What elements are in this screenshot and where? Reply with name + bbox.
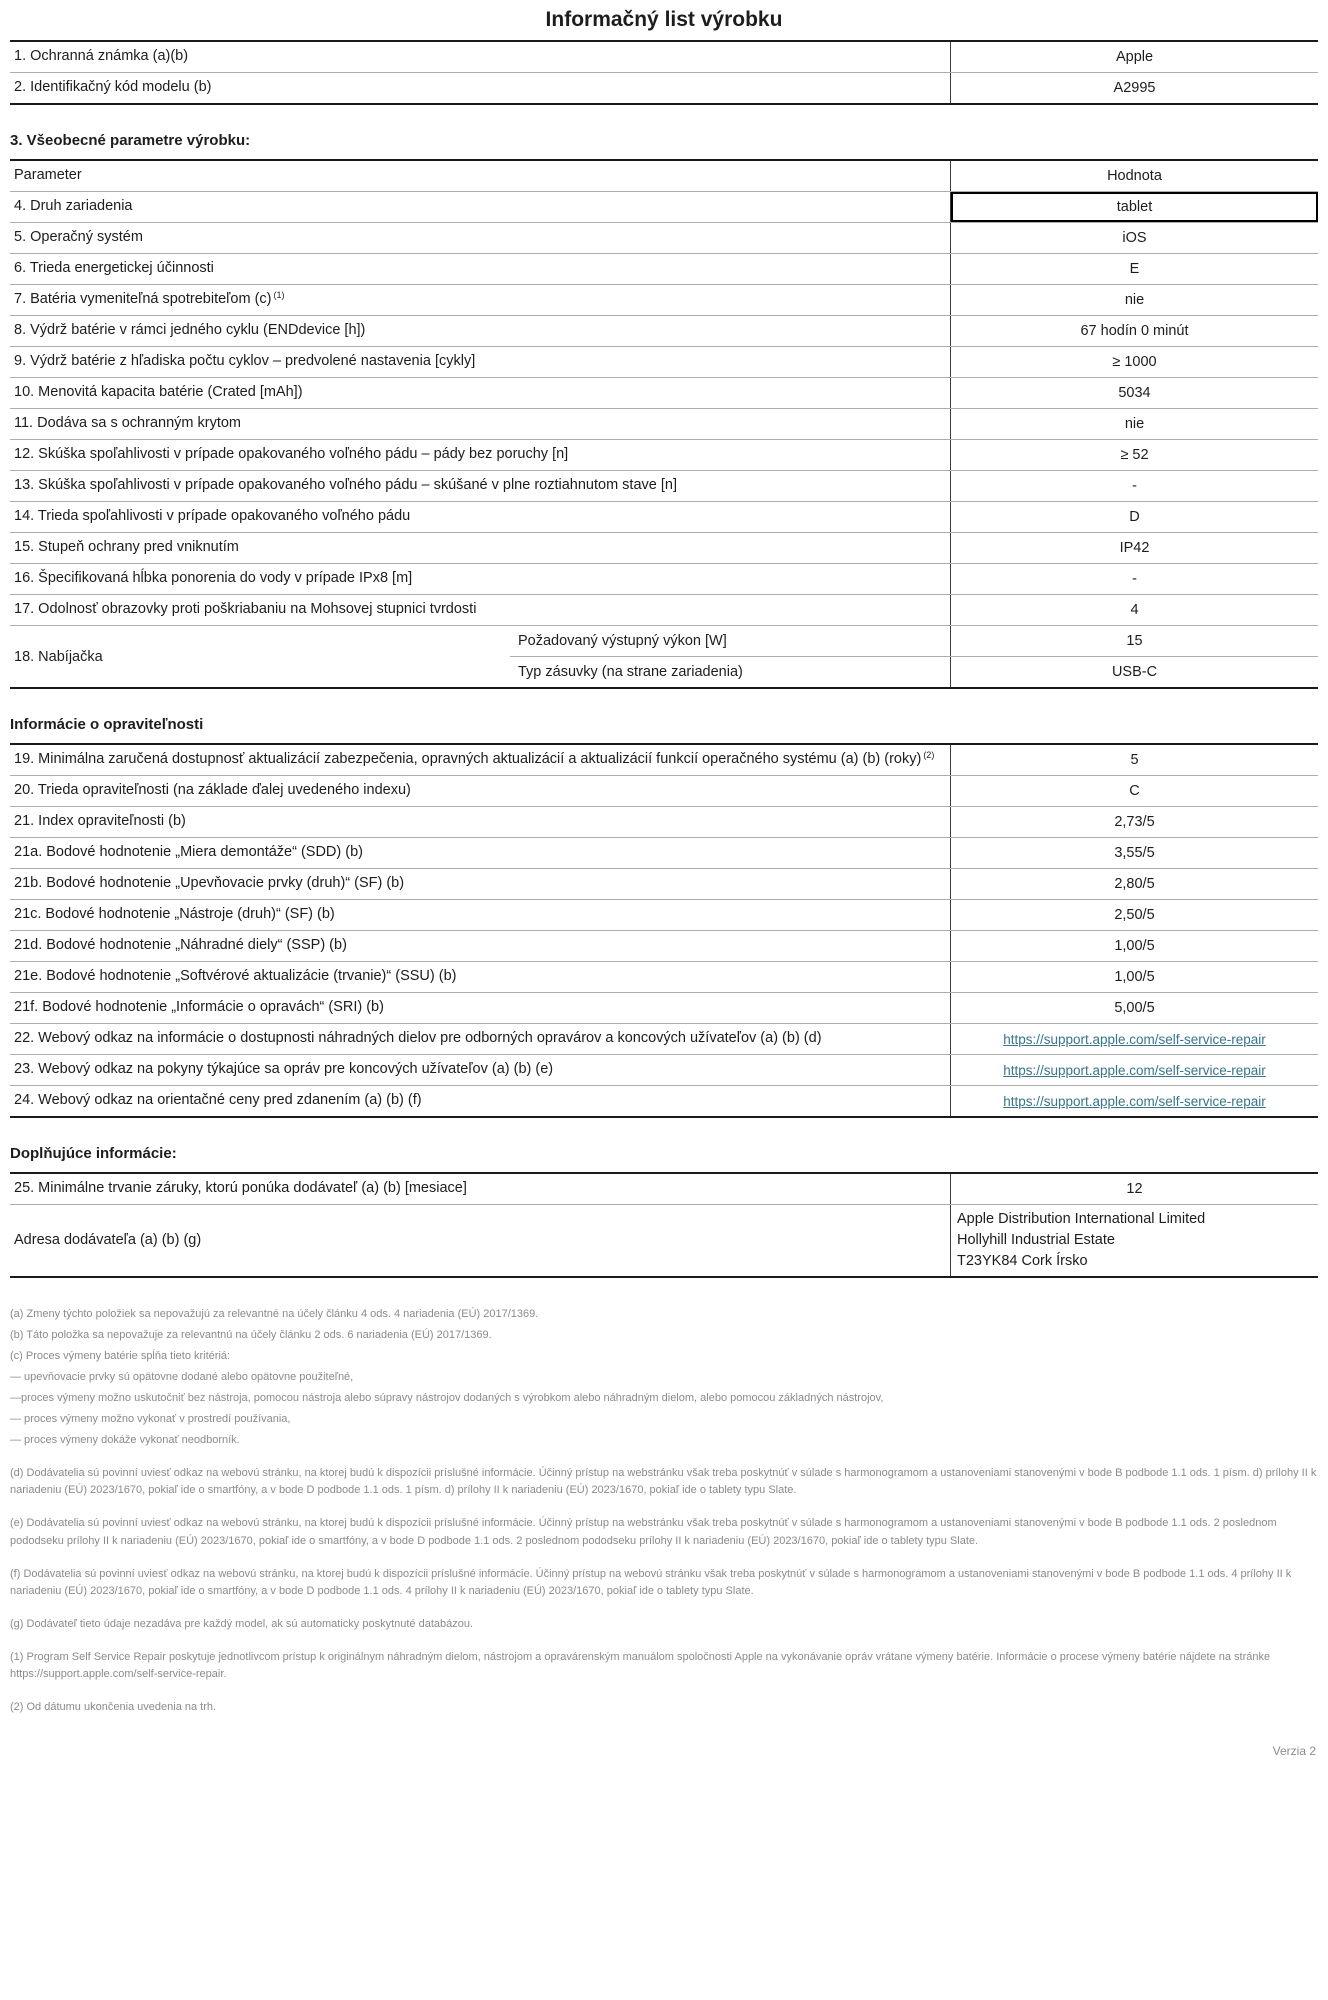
row-label-text: 23. Webový odkaz na pokyny týkajúce sa opráv pre koncových užívateľov (a) (b) (e) — [14, 1061, 554, 1078]
table-row — [10, 992, 1318, 1023]
row-label-text: 5. Operačný systém — [14, 229, 143, 246]
row-label — [10, 1086, 950, 1116]
row-label — [10, 838, 950, 868]
section-heading-general: 3. Všeobecné parametre výrobku: — [10, 132, 251, 149]
row-label-text: 7. Batéria vymeniteľná spotrebiteľom (c) $^{(1)}$ — [14, 289, 285, 308]
row-value — [950, 347, 1318, 377]
row-value — [950, 223, 1318, 253]
footnote: — proces výmeny možno vykonať v prostredí používania, — [10, 1413, 291, 1426]
table-row — [10, 899, 1318, 930]
footnotes — [10, 1306, 1318, 1716]
row-value — [950, 745, 1318, 775]
row-label-text: 21. Index opraviteľnosti (b) — [14, 813, 186, 830]
row-value-text: IP42 — [1119, 540, 1150, 556]
row-label — [10, 1055, 950, 1085]
row-label — [10, 1174, 950, 1204]
row-value — [950, 409, 1318, 439]
table-row — [10, 222, 1318, 253]
row-value-text: 5 — [1130, 752, 1139, 768]
row-value-text: 3,55/5 — [1114, 845, 1155, 861]
row-label — [10, 42, 950, 72]
row-label-text: 21e. Bodové hodnotenie „Softvérové aktualizácie (trvanie)“ (SSU) (b) — [14, 968, 457, 985]
row-label-text: Parameter — [14, 167, 82, 184]
table-row — [10, 1174, 1318, 1204]
row-value — [950, 502, 1318, 532]
row-label-text: 4. Druh zariadenia — [14, 198, 133, 215]
row-value — [950, 838, 1318, 868]
row-label — [10, 440, 950, 470]
row-value — [950, 471, 1318, 501]
row-label — [10, 285, 950, 315]
footnote: (1) Program Self Service Repair poskytuje jednotlivcom prístup k originálnym náhradným dielom, nástrojom a opravárenským manuálom spoločnosti Apple na vykonávanie opráv vrátane výmeny batérie. Informácie o procese výmeny batérie nájdete na stránke https://support.apple.com/self-service-repair. — [10, 1650, 1271, 1680]
footnote: (e) Dodávatelia sú povinní uviesť odkaz na webovú stránku, na ktorej budú k dispozícii príslušné informácie. Účinný prístup na webstránku však treba poskytnúť v súlade s harmonogramom a ustanoveniami stanovenými v bode B podbode 1.1 ods. 2 poslednom pododseku prílohy II k nariadeniu (EÚ) 2023/1670, pokiaľ ide o smartfóny, a v bode D podbode 1.1 ods. 2 poslednom pododseku prílohy II k nariadeniu (EÚ) 2023/1670, pokiaľ ide o tablety typu Slate. — [10, 1517, 1277, 1547]
row-label — [10, 254, 950, 284]
repairability-table — [10, 743, 1318, 1118]
table-row — [10, 1085, 1318, 1116]
row-value-text: Hodnota — [1107, 168, 1162, 184]
row-label-text: 12. Skúška spoľahlivosti v prípade opakovaného voľného pádu – pády bez poruchy [n] — [14, 446, 569, 463]
supplier-address-row — [10, 1204, 1318, 1276]
row-value — [950, 378, 1318, 408]
table-row — [10, 1023, 1318, 1054]
row-value — [950, 595, 1318, 625]
value-link[interactable]: https://support.apple.com/self-service-repair — [1003, 1093, 1266, 1109]
row-label — [10, 776, 950, 806]
table-row — [10, 377, 1318, 408]
row-label — [10, 223, 950, 253]
row-label — [10, 595, 950, 625]
footnote: (2) Od dátumu ukončenia uvedenia na trh. — [10, 1700, 217, 1713]
table-row — [10, 346, 1318, 377]
table-row — [10, 161, 1318, 191]
value-link[interactable]: https://support.apple.com/self-service-repair — [1003, 1031, 1266, 1047]
row-label — [10, 993, 950, 1023]
table-row — [10, 868, 1318, 899]
row-value — [950, 42, 1318, 72]
row-value-text: ≥ 1000 — [1112, 354, 1157, 370]
supplier-address-value — [950, 1205, 1318, 1276]
charger-subrows — [510, 626, 1318, 687]
table-row — [10, 72, 1318, 103]
row-value-text: 4 — [1130, 602, 1139, 618]
table-row — [10, 563, 1318, 594]
footnote: — proces výmeny dokáže vykonať neodborník. — [10, 1434, 240, 1447]
table-row — [10, 806, 1318, 837]
footnote-reference: (1) — [273, 289, 285, 300]
row-label-text: 21a. Bodové hodnotenie „Miera demontáže“ (SDD) (b) — [14, 844, 363, 861]
row-value-text: iOS — [1122, 230, 1147, 246]
row-label-text: 22. Webový odkaz na informácie o dostupnosti náhradných dielov pre odborných opravárov a koncových užívateľov (a) (b) (d) — [14, 1030, 822, 1047]
row-value-text: 2,73/5 — [1114, 814, 1155, 830]
row-value-text: 5034 — [1118, 385, 1151, 401]
row-value-text: 1,00/5 — [1114, 969, 1155, 985]
row-value — [950, 657, 1318, 687]
row-label — [10, 931, 950, 961]
row-value-text: USB-C — [1111, 664, 1158, 680]
row-label — [10, 378, 950, 408]
section-heading-additional: Doplňujúce informácie: — [10, 1145, 177, 1162]
row-label-text: 2. Identifikačný kód modelu (b) — [14, 79, 212, 96]
row-value-text: Apple — [1115, 49, 1154, 65]
row-label — [10, 533, 950, 563]
supplier-address-line: T23YK84 Cork Írsko — [957, 1253, 1088, 1270]
row-label-text: 15. Stupeň ochrany pred vniknutím — [14, 539, 239, 556]
table-row — [10, 1054, 1318, 1085]
row-value-text: 5,00/5 — [1114, 1000, 1155, 1016]
row-value — [950, 1174, 1318, 1204]
row-label-text: 1. Ochranná známka (a)(b) — [14, 48, 189, 65]
charger-subrow — [510, 656, 1318, 687]
charger-subrow-label: Typ zásuvky (na strane zariadenia) — [518, 664, 743, 680]
table-row — [10, 745, 1318, 775]
row-value — [950, 993, 1318, 1023]
footnote: (a) Zmeny týchto položiek sa nepovažujú za relevantné na účely článku 4 ods. 4 nariadenia (EÚ) 2017/1369. — [10, 1308, 539, 1321]
charger-subrow-label: Požadovaný výstupný výkon [W] — [518, 633, 727, 649]
row-label-text: 14. Trieda spoľahlivosti v prípade opakovaného voľného pádu — [14, 508, 411, 525]
footnote: —proces výmeny možno uskutočniť bez nástroja, pomocou nástroja alebo súpravy nástrojov dodaných s výrobkom alebo náhradným dielom, alebo pomocou základných nástrojov, — [10, 1392, 884, 1405]
row-value — [950, 192, 1318, 222]
footnote: (d) Dodávatelia sú povinní uviesť odkaz na webovú stránku, na ktorej budú k dispozícii príslušné informácie. Účinný prístup na webstránku však treba poskytnúť v súlade s harmonogramom a ustanoveniami stanovenými v bode B podbode 1.1 ods. 1 písm. d) prílohy II k nariadeniu (EÚ) 2023/1670, pokiaľ ide o smartfóny, a v bode D podbode 1.1 ods. 1 písm. d) prílohy II k nariadeniu (EÚ) 2023/1670, pokiaľ ide o tablety typu Slate. — [10, 1467, 1317, 1497]
row-label-text: 20. Trieda opraviteľnosti (na základe ďalej uvedeného indexu) — [14, 782, 411, 799]
value-link[interactable]: https://support.apple.com/self-service-repair — [1003, 1062, 1266, 1078]
row-value — [950, 1086, 1318, 1116]
charger-subrow — [510, 626, 1318, 656]
table-row — [10, 42, 1318, 72]
footnote-reference: (2) — [923, 749, 935, 760]
supplier-address-line: Hollyhill Industrial Estate — [957, 1232, 1115, 1249]
table-row — [10, 470, 1318, 501]
row-value — [950, 931, 1318, 961]
row-value — [950, 1024, 1318, 1054]
table-row — [10, 961, 1318, 992]
row-label-text: 8. Výdrž batérie v rámci jedného cyklu (ENDdevice [h]) — [14, 322, 366, 339]
row-value — [950, 440, 1318, 470]
section-heading-repairability: Informácie o opraviteľnosti — [10, 716, 204, 733]
row-label — [10, 962, 950, 992]
row-label-text: 21d. Bodové hodnotenie „Náhradné diely“ (SSP) (b) — [14, 937, 347, 954]
footnote: — upevňovacie prvky sú opätovne dodané alebo opätovne použiteľné, — [10, 1371, 354, 1384]
table-row — [10, 775, 1318, 806]
row-value — [950, 776, 1318, 806]
table-row — [10, 191, 1318, 222]
row-value-text: A2995 — [1113, 80, 1156, 96]
row-label-text: 16. Špecifikovaná hĺbka ponorenia do vody v prípade IPx8 [m] — [14, 570, 413, 587]
row-value — [950, 962, 1318, 992]
row-label-text: 13. Skúška spoľahlivosti v prípade opakovaného voľného pádu – skúšané v plne roztiahnutom stave [n] — [14, 477, 677, 494]
row-value-text: tablet — [1116, 199, 1153, 215]
row-label — [10, 1024, 950, 1054]
charger-row-label: 18. Nabíjačka — [14, 648, 103, 665]
row-label — [10, 409, 950, 439]
row-label-text: 19. Minimálna zaručená dostupnosť aktualizácií zabezpečenia, opravných aktualizácií a aktualizácií funkcií operačného systému (a) (b) (roky) $^{(2)}$ — [14, 749, 935, 768]
row-label-text: 21b. Bodové hodnotenie „Upevňovacie prvky (druh)“ (SF) (b) — [14, 875, 405, 892]
row-label — [10, 745, 950, 775]
row-value-text: ≥ 52 — [1120, 447, 1149, 463]
row-label-text: 21c. Bodové hodnotenie „Nástroje (druh)“ (SF) (b) — [14, 906, 335, 923]
row-value-text: nie — [1124, 416, 1145, 432]
additional-info-table — [10, 1172, 1318, 1278]
row-value — [950, 533, 1318, 563]
charger-row — [10, 625, 1318, 687]
table-row — [10, 501, 1318, 532]
row-label — [10, 502, 950, 532]
table-row — [10, 439, 1318, 470]
row-label — [10, 869, 950, 899]
footnote: (g) Dodávateľ tieto údaje nezadáva pre každý model, ak sú automaticky poskytnuté databázou. — [10, 1617, 474, 1630]
row-label — [10, 900, 950, 930]
table-row — [10, 930, 1318, 961]
row-value — [950, 869, 1318, 899]
footnote: (b) Táto položka sa nepovažuje za relevantnú na účely článku 2 ods. 6 nariadenia (EÚ) 2017/1369. — [10, 1329, 492, 1342]
row-value — [950, 564, 1318, 594]
table-row — [10, 837, 1318, 868]
row-label-text: 24. Webový odkaz na orientačné ceny pred zdanením (a) (b) (f) — [14, 1092, 422, 1109]
row-value — [950, 316, 1318, 346]
table-row — [10, 532, 1318, 563]
row-label-text: Adresa dodávateľa (a) (b) (g) — [14, 1232, 202, 1249]
row-label-text: 10. Menovitá kapacita batérie (Crated [mAh]) — [14, 384, 303, 401]
row-label — [10, 1205, 950, 1276]
row-value-text: E — [1129, 261, 1140, 277]
table-row — [10, 315, 1318, 346]
row-value — [950, 161, 1318, 191]
row-value — [950, 807, 1318, 837]
row-label — [10, 807, 950, 837]
row-label — [10, 347, 950, 377]
row-label-text: 21f. Bodové hodnotenie „Informácie o opravách“ (SRI) (b) — [14, 999, 384, 1016]
table-row — [10, 284, 1318, 315]
general-parameters-table — [10, 159, 1318, 689]
row-value-text: - — [1132, 478, 1137, 494]
row-label-text: 9. Výdrž batérie z hľadiska počtu cyklov – predvolené nastavenia [cykly] — [14, 353, 476, 370]
footnote: (c) Proces výmeny batérie spĺňa tieto kritériá: — [10, 1350, 231, 1363]
row-value — [950, 900, 1318, 930]
row-value-text: 1,00/5 — [1114, 938, 1155, 954]
row-value-text: 67 hodín 0 minút — [1080, 323, 1189, 339]
row-value-text: 12 — [1126, 1181, 1143, 1197]
row-value — [950, 254, 1318, 284]
table-row — [10, 253, 1318, 284]
table-row — [10, 408, 1318, 439]
version-label: Verzia 2 — [1272, 1743, 1316, 1758]
supplier-address-line: Apple Distribution International Limited — [957, 1211, 1206, 1227]
row-label — [10, 316, 950, 346]
row-value — [950, 626, 1318, 656]
row-value-text: D — [1129, 509, 1140, 525]
row-label — [10, 564, 950, 594]
row-label-text: 6. Trieda energetickej účinnosti — [14, 260, 214, 277]
row-label — [10, 73, 950, 103]
row-label-text: 25. Minimálne trvanie záruky, ktorú ponúka dodávateľ (a) (b) [mesiace] — [14, 1180, 467, 1197]
row-value-text: - — [1132, 571, 1137, 587]
row-label-text: 17. Odolnosť obrazovky proti poškriabaniu na Mohsovej stupnici tvrdosti — [14, 601, 477, 618]
table-row — [10, 594, 1318, 625]
footnote: (f) Dodávatelia sú povinní uviesť odkaz na webovú stránku, na ktorej budú k dispozícii príslušné informácie. Účinný prístup na webovú stránku však treba poskytnúť v súlade s harmonogramom a ustanoveniami stanovenými v bode B podbode 1.1 ods. 4 prílohy II k nariadeniu (EÚ) 2023/1670, pokiaľ ide o smartfóny, a v bode D podbode 1.1 ods. 4 prílohy II k nariadeniu (EÚ) 2023/1670, pokiaľ ide o tablety typu Slate. — [10, 1567, 1292, 1597]
row-value — [950, 285, 1318, 315]
row-value-text: 2,50/5 — [1114, 907, 1155, 923]
brand-model-table — [10, 40, 1318, 105]
row-value-text: 15 — [1126, 633, 1143, 649]
row-label — [10, 192, 950, 222]
row-value-text: 2,80/5 — [1114, 876, 1155, 892]
row-value-text: C — [1129, 783, 1140, 799]
row-label — [10, 471, 950, 501]
row-value — [950, 73, 1318, 103]
row-label — [10, 161, 950, 191]
page-title: Informačný list výrobku — [545, 8, 783, 31]
row-value — [950, 1055, 1318, 1085]
row-label-text: 11. Dodáva sa s ochranným krytom — [14, 415, 241, 432]
row-value-text: nie — [1124, 292, 1145, 308]
